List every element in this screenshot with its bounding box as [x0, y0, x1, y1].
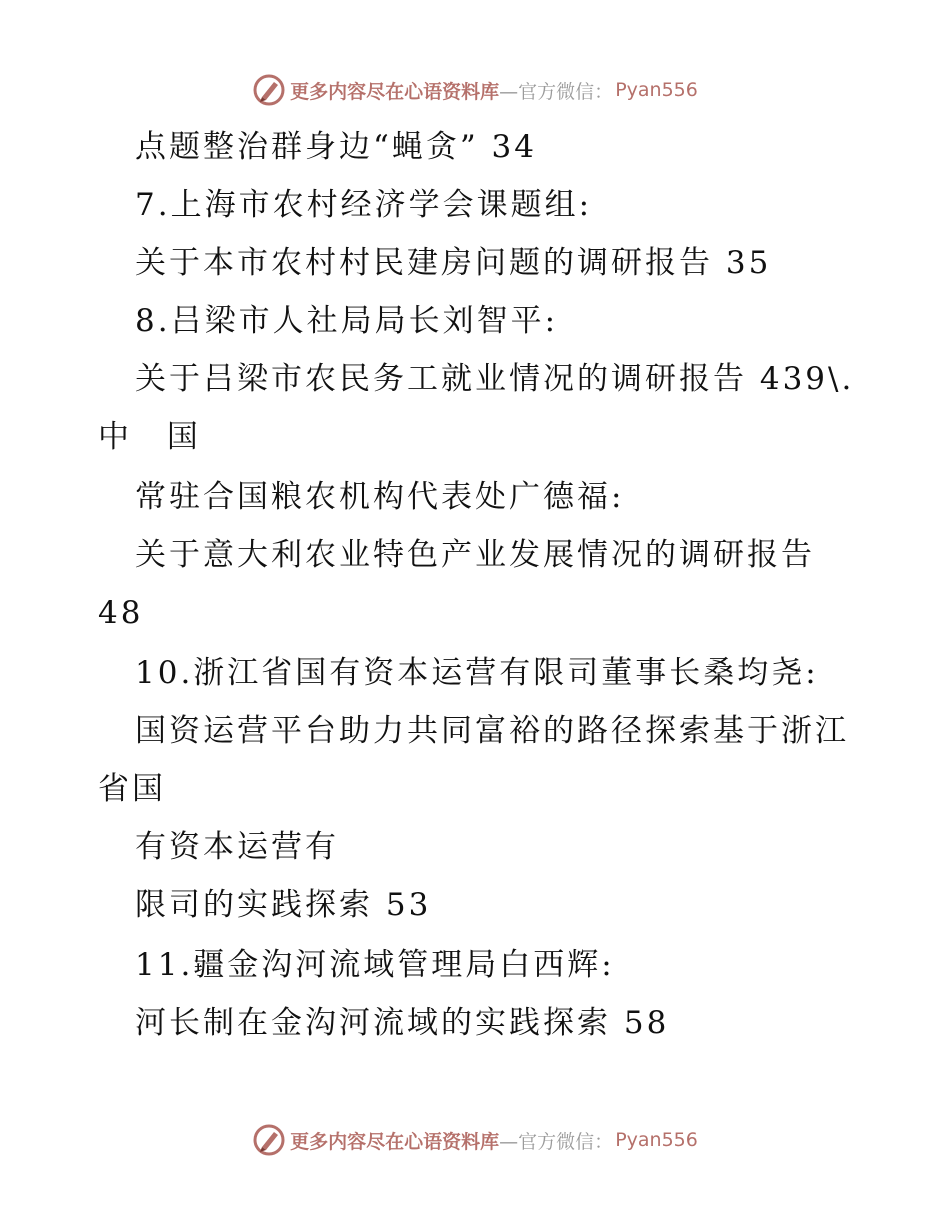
toc-line: 常驻合国粮农机构代表处广德福:: [135, 479, 625, 515]
toc-line: 48: [98, 595, 144, 631]
toc-line: 省国: [98, 771, 166, 807]
watermark-wechat-id: Pyan556: [615, 79, 698, 101]
watermark-separator: —官方微信：: [499, 80, 614, 103]
watermark-text: 更多内容尽在心语资料库: [290, 80, 500, 103]
toc-line: 7.上海市农村经济学会课题组:: [135, 187, 593, 223]
toc-line: 河长制在金沟河流域的实践探索 58: [135, 1005, 670, 1041]
toc-line: 8.吕梁市人社局局长刘智平:: [135, 303, 559, 339]
watermark-wechat-id: Pyan556: [615, 1129, 698, 1151]
toc-line: 关于本市农村村民建房问题的调研报告 35: [135, 245, 772, 281]
toc-line: 点题整治群身边“蝇贪” 34: [135, 129, 537, 165]
toc-line: 10.浙江省国有资本运营有限司董事长桑均尧:: [135, 655, 819, 691]
pen-logo-icon: [252, 73, 286, 107]
watermark-header: [0, 70, 950, 110]
toc-line: 关于吕梁市农民务工就业情况的调研报告 439\.: [135, 361, 855, 397]
watermark-text: 更多内容尽在心语资料库: [290, 1130, 500, 1153]
watermark-footer: [0, 1120, 950, 1160]
toc-line: 中 国: [98, 419, 212, 455]
toc-line: 关于意大利农业特色产业发展情况的调研报告: [135, 537, 815, 573]
toc-line: 限司的实践探索 53: [135, 887, 432, 923]
pen-logo-icon: [252, 1123, 286, 1157]
toc-line: 11.疆金沟河流域管理局白西辉:: [135, 947, 615, 983]
toc-line: 国资运营平台助力共同富裕的路径探索基于浙江: [135, 713, 849, 749]
watermark-separator: —官方微信：: [499, 1130, 614, 1153]
toc-line: 有资本运营有: [135, 829, 339, 865]
